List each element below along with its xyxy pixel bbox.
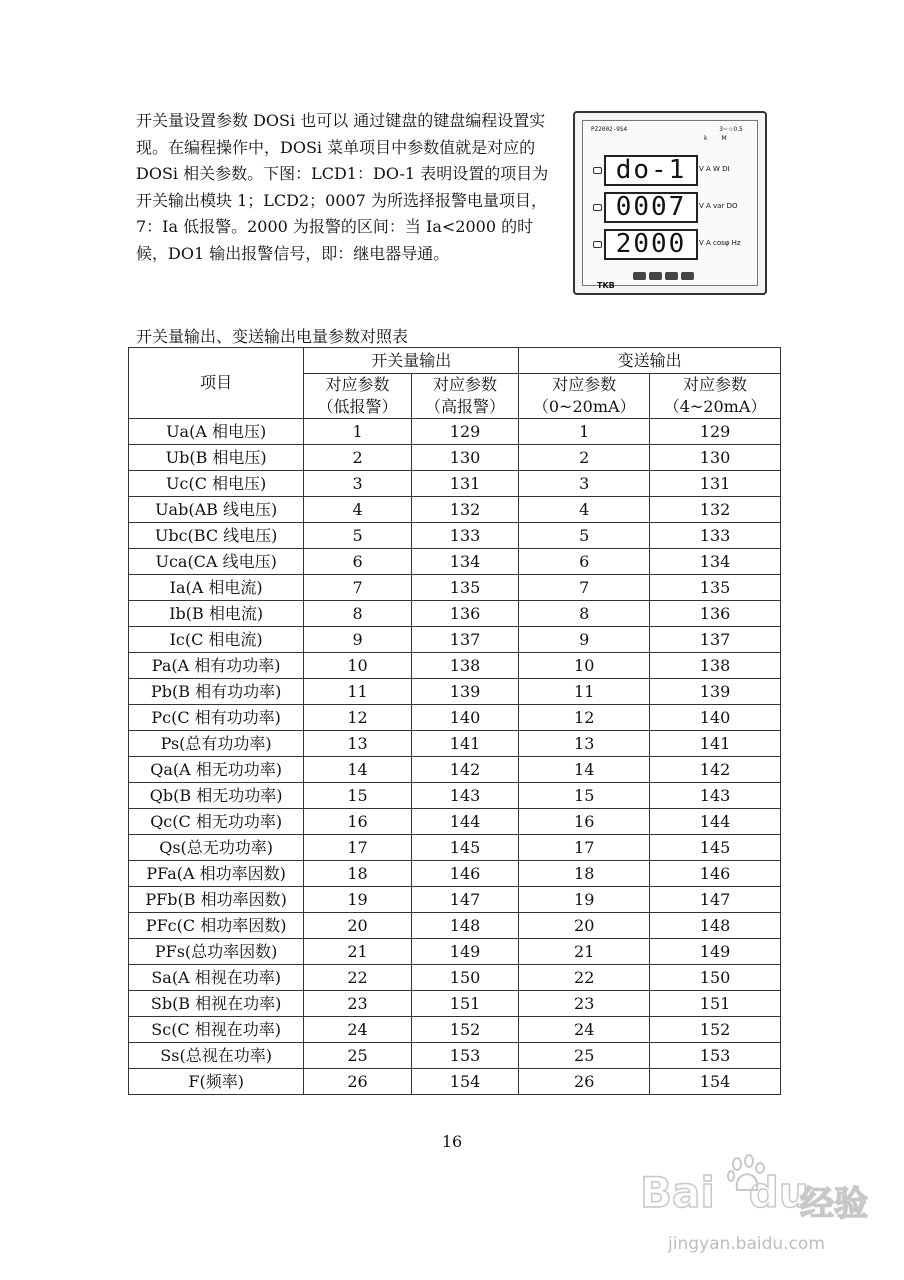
param-cell: 19 [519, 887, 650, 913]
param-cell: 147 [650, 887, 781, 913]
param-cell: 149 [411, 939, 519, 965]
param-cell: 142 [650, 757, 781, 783]
right-key-icon [649, 272, 662, 280]
param-cell: 146 [650, 861, 781, 887]
table-row [129, 601, 781, 627]
item-cell: Qb(B 相无功功率) [129, 783, 304, 809]
sub-header: 对应参数 （0~20mA） [519, 374, 650, 419]
table-row [129, 1043, 781, 1069]
table-row [129, 471, 781, 497]
table-row [129, 705, 781, 731]
param-cell: 14 [519, 757, 650, 783]
item-cell: Ss(总视在功率) [129, 1043, 304, 1069]
param-cell: 154 [650, 1069, 781, 1095]
param-cell: 137 [411, 627, 519, 653]
baidu-jingyan-watermark [640, 1150, 880, 1260]
param-cell: 135 [650, 575, 781, 601]
table-row [129, 653, 781, 679]
param-cell: 136 [411, 601, 519, 627]
param-cell: 149 [650, 939, 781, 965]
table-row [129, 965, 781, 991]
param-cell: 134 [411, 549, 519, 575]
sub-header: 对应参数 （4~20mA） [650, 374, 781, 419]
param-cell: 132 [411, 497, 519, 523]
param-cell: 17 [304, 835, 412, 861]
table-row [129, 913, 781, 939]
param-cell: 151 [650, 991, 781, 1017]
item-cell: PFc(C 相功率因数) [129, 913, 304, 939]
param-cell: 133 [411, 523, 519, 549]
meter-k-label: k [704, 135, 722, 142]
param-cell: 147 [411, 887, 519, 913]
param-cell: 25 [304, 1043, 412, 1069]
param-cell: 144 [650, 809, 781, 835]
param-cell: 11 [519, 679, 650, 705]
param-cell: 1 [304, 419, 412, 445]
param-cell: 22 [304, 965, 412, 991]
table-caption: 开关量输出、变送输出电量参数对照表 [136, 327, 409, 346]
item-cell: Ub(B 相电压) [129, 445, 304, 471]
watermark-brand: Bai du [640, 1168, 809, 1217]
lcd1-units: V A W DI [699, 165, 730, 173]
table-row [129, 809, 781, 835]
group-header-switch-output: 开关量输出 [304, 348, 519, 374]
param-cell: 21 [304, 939, 412, 965]
param-cell: 20 [519, 913, 650, 939]
param-cell: 5 [519, 523, 650, 549]
table-row [129, 679, 781, 705]
lcd1-led-icon [593, 167, 602, 174]
item-cell: Sa(A 相视在功率) [129, 965, 304, 991]
param-cell: 18 [304, 861, 412, 887]
item-cell: Sc(C 相视在功率) [129, 1017, 304, 1043]
param-cell: 134 [650, 549, 781, 575]
item-cell: Qa(A 相无功功率) [129, 757, 304, 783]
param-cell: 1 [519, 419, 650, 445]
lcd3-units: V A cosφ Hz [699, 239, 741, 247]
param-cell: 24 [519, 1017, 650, 1043]
param-cell: 139 [411, 679, 519, 705]
table-row [129, 627, 781, 653]
param-cell: 14 [304, 757, 412, 783]
param-cell: 15 [519, 783, 650, 809]
meter-class-label: 3~☆0.5 [719, 126, 743, 133]
item-cell: Sb(B 相视在功率) [129, 991, 304, 1017]
param-cell: 3 [519, 471, 650, 497]
param-cell: 8 [519, 601, 650, 627]
item-header: 项目 [129, 348, 304, 419]
table-row [129, 887, 781, 913]
param-cell: 18 [519, 861, 650, 887]
item-cell: Uab(AB 线电压) [129, 497, 304, 523]
table-row [129, 861, 781, 887]
param-cell: 7 [519, 575, 650, 601]
item-cell: Uc(C 相电压) [129, 471, 304, 497]
param-cell: 148 [411, 913, 519, 939]
param-cell: 130 [650, 445, 781, 471]
param-cell: 140 [411, 705, 519, 731]
table-row [129, 991, 781, 1017]
param-cell: 140 [650, 705, 781, 731]
param-cell: 16 [304, 809, 412, 835]
param-cell: 144 [411, 809, 519, 835]
intro-paragraph [136, 108, 561, 267]
param-cell: 142 [411, 757, 519, 783]
lcd3-led-icon [593, 241, 602, 248]
param-cell: 23 [519, 991, 650, 1017]
lcd1-display: do-1 [604, 155, 698, 186]
param-cell: 22 [519, 965, 650, 991]
group-header-transmit-output: 变送输出 [519, 348, 781, 374]
meter-keypad [633, 265, 697, 284]
param-cell: 143 [650, 783, 781, 809]
param-cell: 129 [650, 419, 781, 445]
param-cell: 26 [519, 1069, 650, 1095]
watermark-url: jingyan.baidu.com [668, 1234, 825, 1254]
intro-text: 开关量设置参数 DOSi 也可以 通过键盘的键盘编程设置实现。在编程操作中，DOSi 菜单项目中参数值就是对应的 DOSi 相关参数。下图：LCD1：DO-1 表明设置的项目为开关输出模块 1；LCD2；0007 为所选择报警电量项目，7：Ia 低报警。2000 为报警的区间：当 Ia<2000 的时候，DO1 输出报警信号，即：继电器导通。 [136, 111, 549, 263]
param-cell: 9 [304, 627, 412, 653]
param-cell: 16 [519, 809, 650, 835]
table-row [129, 575, 781, 601]
param-cell: 12 [304, 705, 412, 731]
page-number: 16 [441, 1132, 463, 1151]
table-row [129, 1069, 781, 1095]
param-cell: 15 [304, 783, 412, 809]
param-cell: 23 [304, 991, 412, 1017]
meter-face [582, 120, 758, 290]
param-cell: 2 [519, 445, 650, 471]
table-row [129, 757, 781, 783]
watermark-cn: 经验 [800, 1184, 868, 1224]
param-cell: 5 [304, 523, 412, 549]
param-cell: 2 [304, 445, 412, 471]
param-cell: 8 [304, 601, 412, 627]
param-cell: 26 [304, 1069, 412, 1095]
param-cell: 129 [411, 419, 519, 445]
param-cell: 150 [650, 965, 781, 991]
menu-key-icon [665, 272, 678, 280]
item-cell: Ia(A 相电流) [129, 575, 304, 601]
item-cell: Pb(B 相有功功率) [129, 679, 304, 705]
item-cell: PFa(A 相功率因数) [129, 861, 304, 887]
param-cell: 17 [519, 835, 650, 861]
item-cell: Ib(B 相电流) [129, 601, 304, 627]
table-row [129, 419, 781, 445]
left-key-icon [633, 272, 646, 280]
lcd2-led-icon [593, 204, 602, 211]
item-cell: Ic(C 相电流) [129, 627, 304, 653]
item-cell: Pa(A 相有功功率) [129, 653, 304, 679]
table-row [129, 731, 781, 757]
item-cell: Uca(CA 线电压) [129, 549, 304, 575]
param-cell: 146 [411, 861, 519, 887]
param-cell: 9 [519, 627, 650, 653]
table-row [129, 445, 781, 471]
param-cell: 6 [519, 549, 650, 575]
param-cell: 7 [304, 575, 412, 601]
lcd2-display: 0007 [604, 192, 698, 223]
param-cell: 132 [650, 497, 781, 523]
item-cell: Ubc(BC 线电压) [129, 523, 304, 549]
param-cell: 24 [304, 1017, 412, 1043]
item-cell: Ua(A 相电压) [129, 419, 304, 445]
param-cell: 4 [304, 497, 412, 523]
table-row [129, 835, 781, 861]
param-cell: 10 [304, 653, 412, 679]
lcd3-display: 2000 [604, 229, 698, 260]
item-cell: F(频率) [129, 1069, 304, 1095]
meter-panel-image [573, 111, 767, 295]
param-cell: 153 [411, 1043, 519, 1069]
param-cell: 130 [411, 445, 519, 471]
meter-logo: TKB [597, 281, 615, 290]
param-cell: 13 [304, 731, 412, 757]
param-cell: 152 [650, 1017, 781, 1043]
param-cell: 154 [411, 1069, 519, 1095]
meter-m-label: M [721, 135, 741, 142]
lcd2-units: V A var DO [699, 202, 738, 210]
param-cell: 12 [519, 705, 650, 731]
param-cell: 141 [411, 731, 519, 757]
param-cell: 13 [519, 731, 650, 757]
item-cell: Ps(总有功功率) [129, 731, 304, 757]
enter-key-icon [681, 272, 694, 280]
param-cell: 21 [519, 939, 650, 965]
table-row [129, 1017, 781, 1043]
sub-header: 对应参数 （高报警） [411, 374, 519, 419]
param-cell: 143 [411, 783, 519, 809]
table-row [129, 497, 781, 523]
table-row [129, 939, 781, 965]
param-cell: 151 [411, 991, 519, 1017]
param-cell: 139 [650, 679, 781, 705]
param-cell: 141 [650, 731, 781, 757]
param-cell: 133 [650, 523, 781, 549]
param-cell: 153 [650, 1043, 781, 1069]
param-cell: 150 [411, 965, 519, 991]
param-cell: 136 [650, 601, 781, 627]
meter-model-label: PZ2002-9S4 [591, 126, 628, 133]
param-cell: 131 [650, 471, 781, 497]
param-cell: 135 [411, 575, 519, 601]
param-cell: 138 [411, 653, 519, 679]
param-cell: 10 [519, 653, 650, 679]
sub-header: 对应参数 （低报警） [304, 374, 412, 419]
param-cell: 137 [650, 627, 781, 653]
meter-km-labels [704, 135, 741, 142]
param-cell: 131 [411, 471, 519, 497]
item-cell: Qc(C 相无功功率) [129, 809, 304, 835]
param-cell: 145 [411, 835, 519, 861]
param-cell: 19 [304, 887, 412, 913]
item-cell: Pc(C 相有功功率) [129, 705, 304, 731]
param-cell: 6 [304, 549, 412, 575]
param-cell: 3 [304, 471, 412, 497]
table-row [129, 783, 781, 809]
item-cell: PFb(B 相功率因数) [129, 887, 304, 913]
item-cell: Qs(总无功功率) [129, 835, 304, 861]
param-cell: 145 [650, 835, 781, 861]
param-cell: 152 [411, 1017, 519, 1043]
param-cell: 20 [304, 913, 412, 939]
param-cell: 11 [304, 679, 412, 705]
parameter-reference-table [128, 347, 781, 1095]
table-row [129, 523, 781, 549]
param-cell: 138 [650, 653, 781, 679]
param-cell: 4 [519, 497, 650, 523]
param-cell: 25 [519, 1043, 650, 1069]
table-row [129, 549, 781, 575]
table-body [129, 419, 781, 1095]
item-cell: PFs(总功率因数) [129, 939, 304, 965]
param-cell: 148 [650, 913, 781, 939]
